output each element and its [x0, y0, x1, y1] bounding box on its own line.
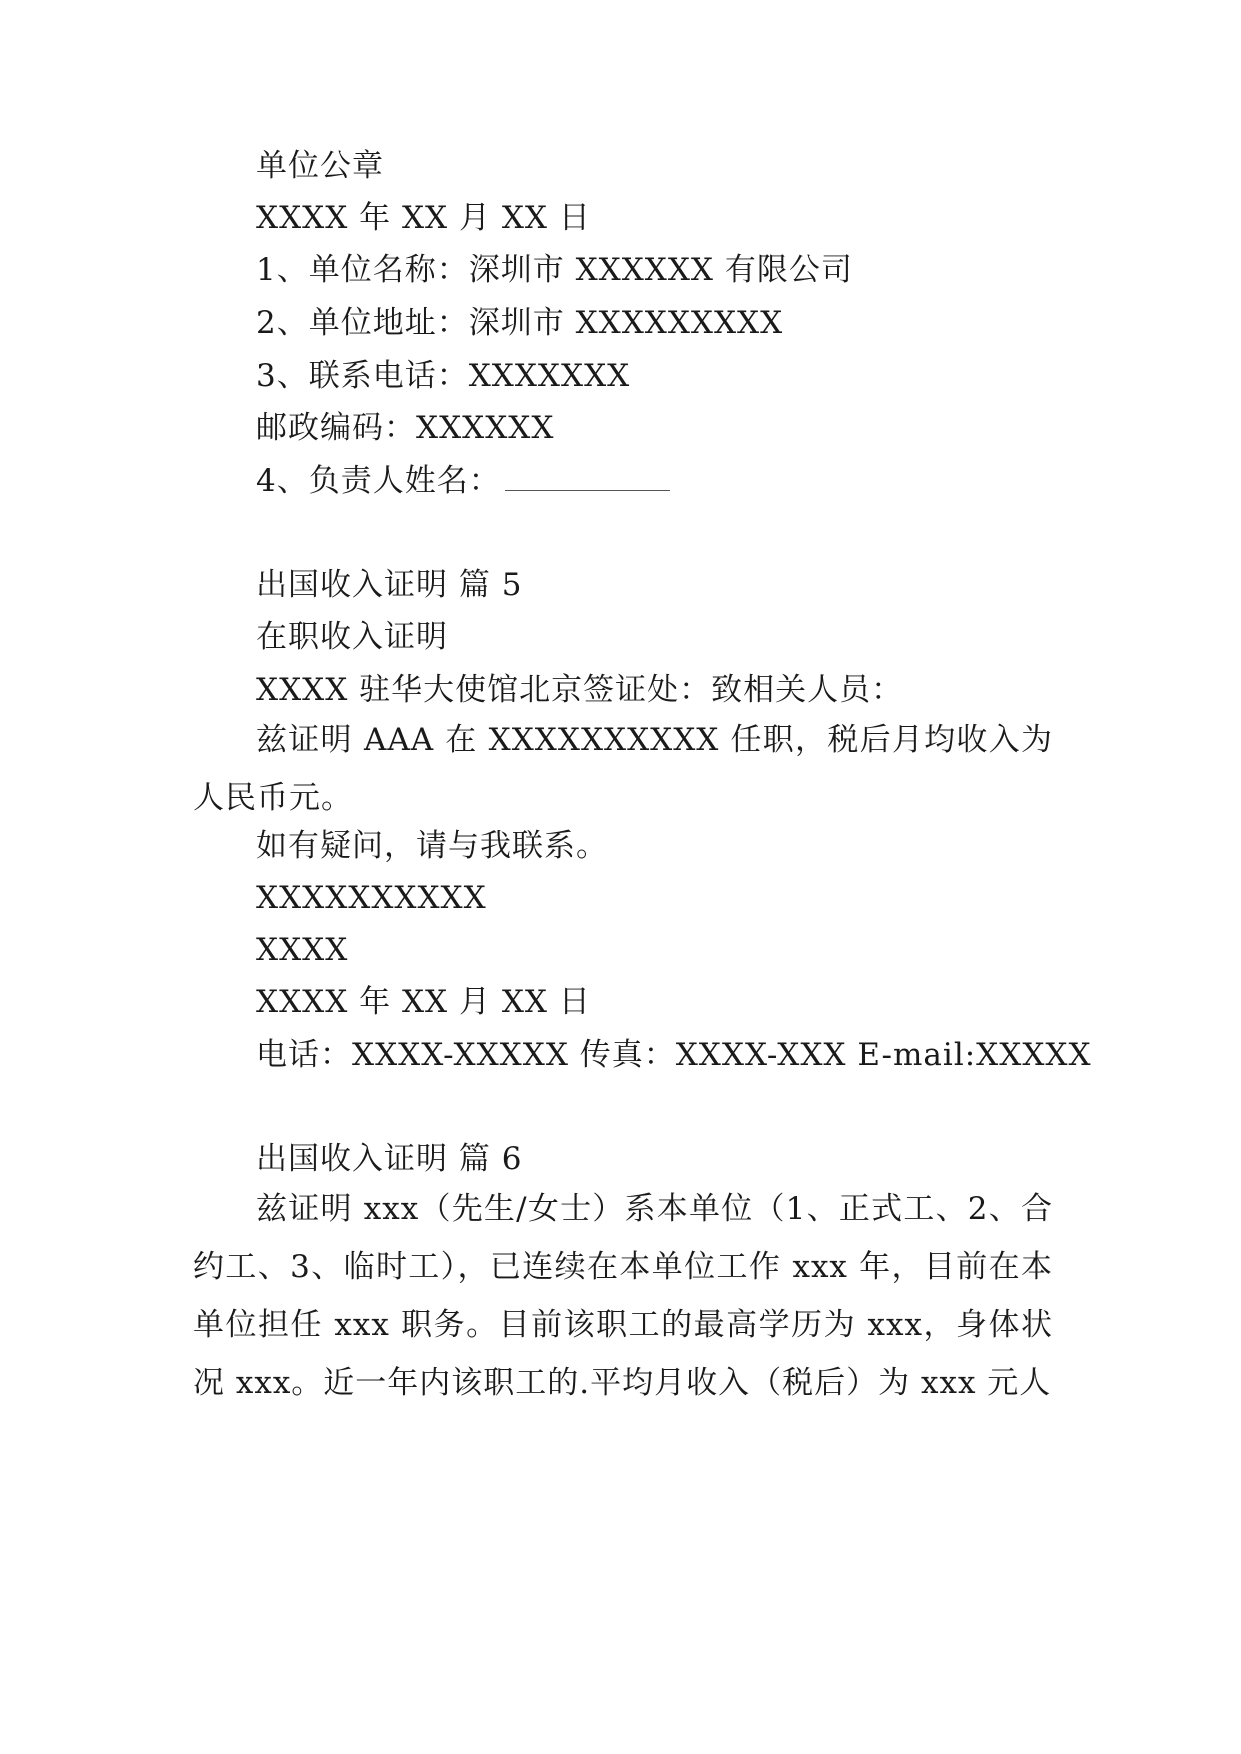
- certificate-date: XXXX 年 XX 月 XX 日: [256, 200, 591, 236]
- company-name-line: 1、单位名称：深圳市 XXXXXX 有限公司: [256, 252, 853, 288]
- contact-phone-line: 3、联系电话：XXXXXXX: [256, 358, 631, 394]
- section-5-contact-line: 电话：XXXX-XXXXX 传真：XXXX-XXX E-mail:XXXXX: [256, 1037, 1092, 1073]
- section-5-addressee: XXXX 驻华大使馆北京签证处：致相关人员：: [256, 672, 904, 708]
- section-5-heading: 出国收入证明 篇 5: [256, 567, 523, 603]
- section-5-signature-name: XXXX: [256, 932, 349, 968]
- company-address-line: 2、单位地址：深圳市 XXXXXXXXX: [256, 305, 784, 341]
- section-6-heading: 出国收入证明 篇 6: [256, 1141, 523, 1177]
- person-in-charge-label: 4、负责人姓名：: [256, 463, 501, 499]
- person-in-charge-line: [256, 461, 670, 501]
- section-5-body: 兹证明 AAA 在 XXXXXXXXXX 任职，税后月均收入为人民币元。: [193, 722, 1053, 816]
- section-5-date: XXXX 年 XX 月 XX 日: [256, 984, 591, 1020]
- section-5-contact-note: 如有疑问，请与我联系。: [256, 828, 608, 864]
- company-seal-label: 单位公章: [256, 148, 384, 184]
- section-5-subtitle: 在职收入证明: [256, 619, 448, 655]
- person-in-charge-blank: [505, 468, 670, 491]
- postcode-line: 邮政编码：XXXXXX: [256, 410, 555, 446]
- section-5-signature-company: XXXXXXXXXX: [256, 880, 487, 916]
- section-6-body: 兹证明 xxx（先生/女士）系本单位（1、正式工、2、合约工、3、临时工），已连续在本单位工作 xxx 年，目前在本单位担任 xxx 职务。目前该职工的最高学历为 xxx，身体状况 xxx。近一年内该职工的.平均月收入（税后）为 xxx 元人: [193, 1191, 1053, 1401]
